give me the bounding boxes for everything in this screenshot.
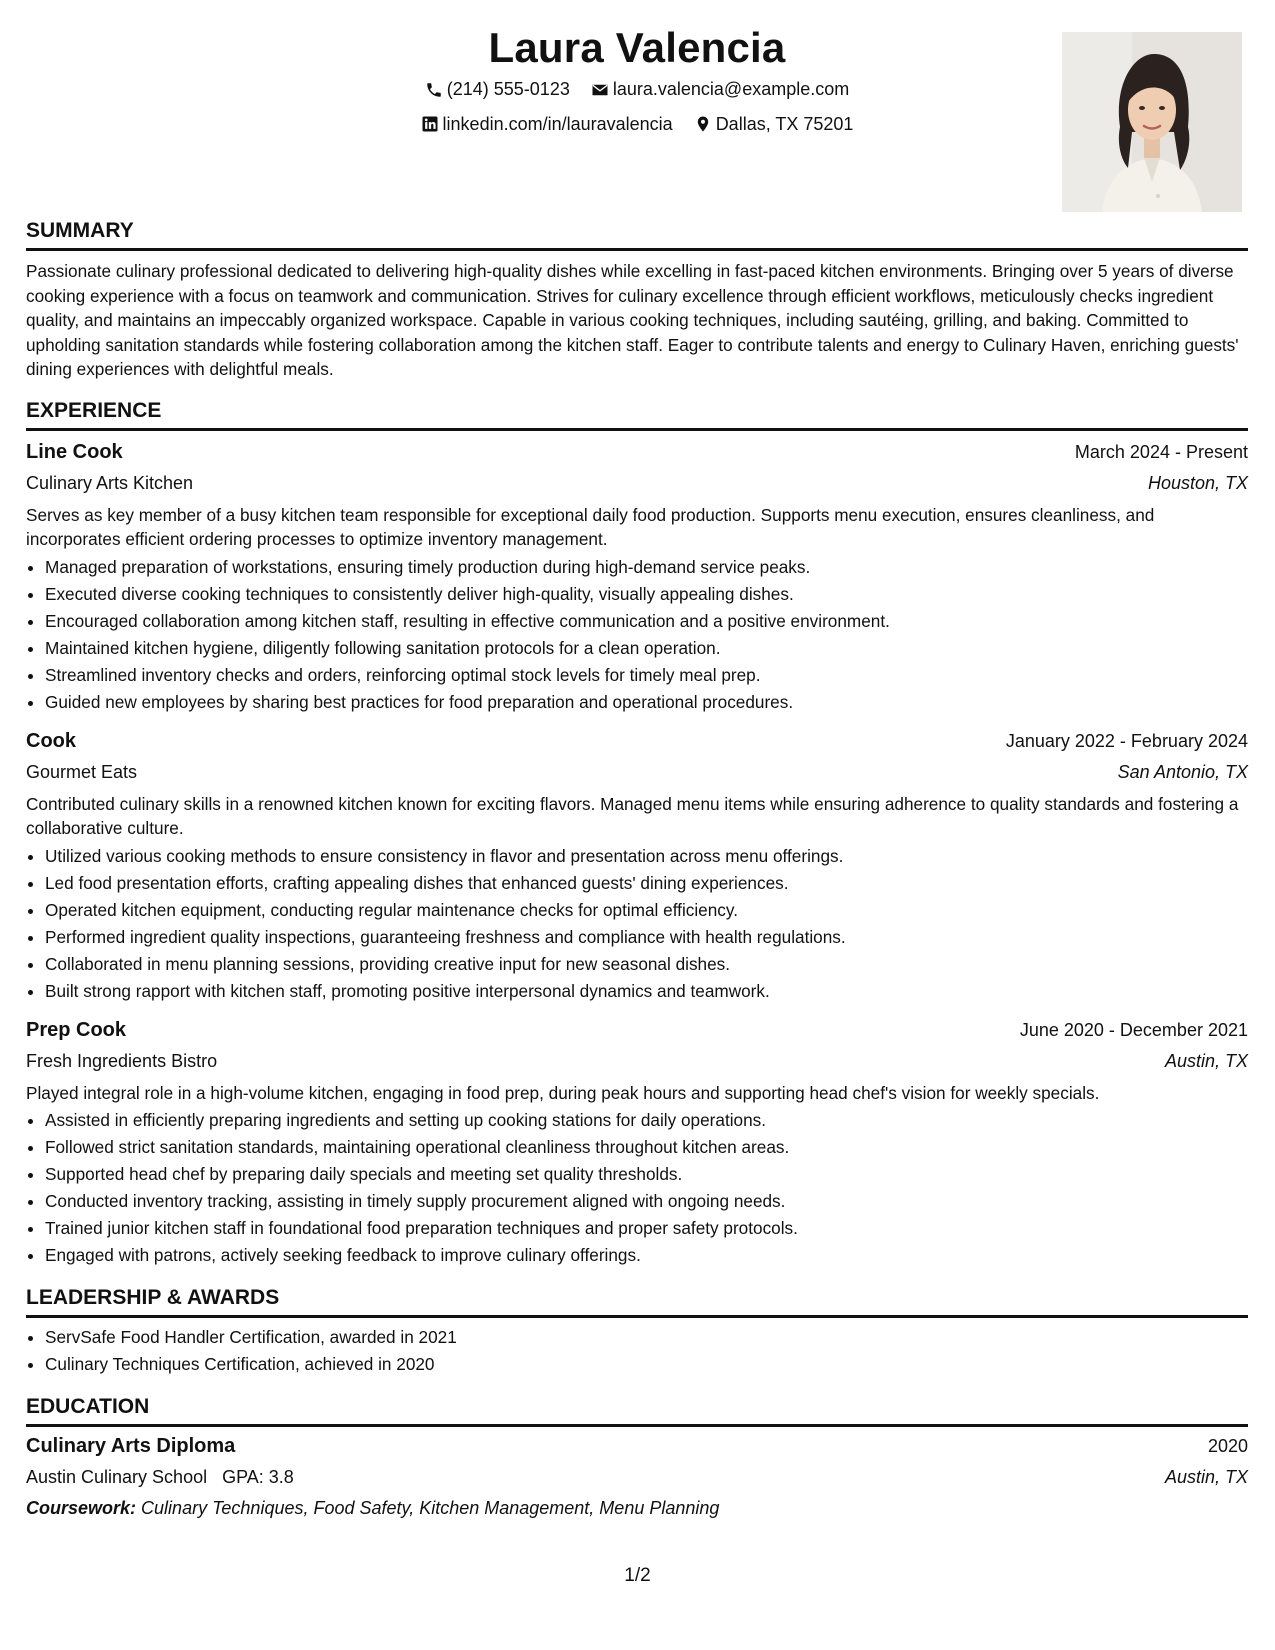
resume-page <box>26 22 1248 1524</box>
mail-icon <box>591 81 609 99</box>
list-item: • Built strong rapport with kitchen staff, promoting positive interpersonal dynamics and teamwork. <box>45 978 1248 1005</box>
job-company-row <box>26 1046 1248 1077</box>
page-number: 1/2 <box>624 1565 651 1586</box>
resume-header <box>26 22 1248 218</box>
job-bullets <box>26 1107 1248 1269</box>
list-item: • Encouraged collaboration among kitchen staff, resulting in effective communication and a positive environment. <box>45 608 1248 635</box>
job-description: Serves as key member of a busy kitchen team responsible for exceptional daily food production. Supports menu execution, ensures cleanliness, and incorporates efficient ordering processes to optimize inventory management. <box>26 504 1155 549</box>
job-header-row <box>26 726 1248 757</box>
degree-title: Culinary Arts Diploma <box>26 1435 236 1457</box>
school-location: Austin, TX <box>1164 1467 1248 1487</box>
job-bullets <box>26 554 1248 716</box>
list-item: • Engaged with patrons, actively seeking feedback to improve culinary offerings. <box>45 1242 1248 1269</box>
education-header-row <box>26 1431 1248 1462</box>
list-item: • ServSafe Food Handler Certification, awarded in 2021 <box>45 1324 1248 1351</box>
awards-list <box>26 1324 1248 1378</box>
job-dates: January 2022 - February 2024 <box>1005 730 1248 751</box>
gpa: GPA: 3.8 <box>222 1467 294 1487</box>
job-header-row <box>26 437 1248 468</box>
profile-photo-illustration <box>1062 32 1242 212</box>
graduation-year: 2020 <box>1207 1436 1248 1456</box>
email-text: laura.valencia@example.com <box>612 79 850 99</box>
list-item: • Supported head chef by preparing daily specials and meeting set quality thresholds. <box>45 1161 1248 1188</box>
list-item: • Conducted inventory tracking, assisting in timely supply procurement aligned with ongoing needs. <box>45 1188 1248 1215</box>
job-company-row <box>26 757 1248 788</box>
profile-photo <box>1062 32 1242 212</box>
list-item: • Streamlined inventory checks and orders, reinforcing optimal stock levels for timely meal prep. <box>45 662 1248 689</box>
linkedin-icon <box>421 115 439 133</box>
list-item: • Executed diverse cooking techniques to consistently deliver high-quality, visually appealing dishes. <box>45 581 1248 608</box>
experience-section <box>26 398 1248 1270</box>
job-header-row <box>26 1015 1248 1046</box>
job-title: Prep Cook <box>26 1018 127 1041</box>
coursework <box>26 1493 1248 1524</box>
list-item: • Collaborated in menu planning sessions, providing creative input for new seasonal dishes. <box>45 951 1248 978</box>
list-item: • Followed strict sanitation standards, maintaining operational cleanliness throughout kitchen areas. <box>45 1134 1248 1161</box>
job-entry <box>26 726 1248 1005</box>
awards-section <box>26 1285 1248 1378</box>
job-entry <box>26 437 1248 716</box>
contact-phone <box>425 74 570 105</box>
school-name: Austin Culinary School <box>26 1467 208 1487</box>
list-item: • Guided new employees by sharing best practices for food preparation and operational procedures. <box>45 689 1248 716</box>
job-company-row <box>26 468 1248 499</box>
school-info <box>26 1462 294 1493</box>
education-heading: EDUCATION <box>26 1394 1248 1427</box>
job-location: Houston, TX <box>1147 472 1248 493</box>
contact-linkedin[interactable] <box>421 109 673 140</box>
list-item: • Assisted in efficiently preparing ingredients and setting up cooking stations for daily operations. <box>45 1107 1248 1134</box>
job-company: Gourmet Eats <box>26 761 138 782</box>
job-location: San Antonio, TX <box>1117 761 1248 782</box>
education-section <box>26 1394 1248 1524</box>
education-school-row <box>26 1462 1248 1493</box>
summary-section <box>26 218 1248 382</box>
candidate-name: Laura Valencia <box>488 24 786 71</box>
list-item: • Performed ingredient quality inspections, guaranteeing freshness and compliance with health regulations. <box>45 924 1248 951</box>
coursework-list: Culinary Techniques, Food Safety, Kitchen Management, Menu Planning <box>141 1498 720 1518</box>
phone-icon <box>425 81 443 99</box>
summary-text: Passionate culinary professional dedicated to delivering high-quality dishes while excelling in fast-paced kitchen environments. Bringing over 5 years of diverse cooking experience with a focus on teamwork and communication. Strives for culinary excellence through efficient workflows, meticulously checks ingredient quality, and maintains an impeccably organized workspace. Capable in various cooking techniques, including sautéing, grilling, and baking. Committed to upholding sanitation standards while fostering collaboration among the kitchen staff. Eager to contribute talents and energy to Culinary Haven, enriching guests' dining experiences with delightful meals. <box>26 261 1239 379</box>
list-item: • Maintained kitchen hygiene, diligently following sanitation protocols for a clean operation. <box>45 635 1248 662</box>
job-company: Culinary Arts Kitchen <box>26 472 194 493</box>
job-company: Fresh Ingredients Bistro <box>26 1050 218 1071</box>
job-entry <box>26 1015 1248 1270</box>
list-item: • Operated kitchen equipment, conducting regular maintenance checks for optimal efficiency. <box>45 897 1248 924</box>
coursework-label: Coursework: <box>26 1498 137 1518</box>
job-bullets <box>26 843 1248 1005</box>
contact-email[interactable] <box>591 74 849 105</box>
awards-heading: LEADERSHIP & AWARDS <box>26 1285 1248 1318</box>
phone-text: (214) 555-0123 <box>446 79 570 99</box>
list-item: • Trained junior kitchen staff in foundational food preparation techniques and proper safety protocols. <box>45 1215 1248 1242</box>
list-item: • Utilized various cooking methods to ensure consistency in flavor and presentation across menu offerings. <box>45 843 1248 870</box>
location-pin-icon <box>694 115 712 133</box>
job-title: Line Cook <box>26 440 123 463</box>
job-description: Contributed culinary skills in a renowned kitchen known for exciting flavors. Managed menu items while ensuring adherence to quality standards and fostering a collaborative culture. <box>26 793 1239 838</box>
list-item: • Culinary Techniques Certification, achieved in 2020 <box>45 1351 1248 1378</box>
list-item: • Led food presentation efforts, crafting appealing dishes that enhanced guests' dining experiences. <box>45 870 1248 897</box>
list-item: • Managed preparation of workstations, ensuring timely production during high-demand service peaks. <box>45 554 1248 581</box>
job-dates: March 2024 - Present <box>1074 441 1248 462</box>
contact-location <box>694 109 854 140</box>
location-text: Dallas, TX 75201 <box>715 113 854 134</box>
linkedin-text: linkedin.com/in/lauravalencia <box>442 113 673 134</box>
job-description: Played integral role in a high-volume kitchen, engaging in food prep, during peak hours and supporting head chef's vision for weekly specials. <box>26 1082 1100 1103</box>
job-location: Austin, TX <box>1164 1050 1248 1071</box>
summary-heading: SUMMARY <box>26 218 1248 251</box>
job-title: Cook <box>26 729 76 752</box>
job-dates: June 2020 - December 2021 <box>1019 1019 1248 1040</box>
experience-heading: EXPERIENCE <box>26 398 1248 431</box>
